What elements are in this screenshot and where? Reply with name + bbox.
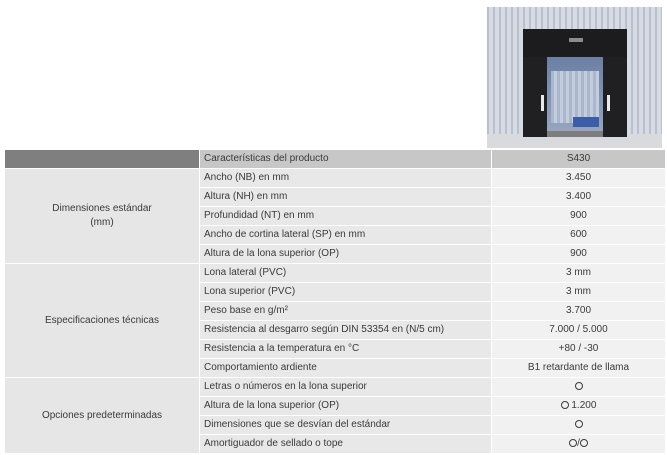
header-blank-cell (5, 150, 200, 169)
table-row (5, 264, 666, 283)
header-label: Características del producto (200, 150, 492, 169)
option-circle-icon (575, 420, 583, 428)
row-value: 900 (492, 245, 666, 264)
header-model: S430 (492, 150, 666, 169)
product-photo-dock-shelter (487, 7, 662, 148)
row-value (492, 378, 666, 397)
row-label: Altura (NH) en mm (200, 188, 492, 207)
group-label-specs: Especificaciones técnicas (5, 264, 200, 378)
specs-table (4, 149, 666, 454)
row-value: 3 mm (492, 283, 666, 302)
row-value: 3 mm (492, 264, 666, 283)
row-label: Altura de la lona superior (OP) (200, 245, 492, 264)
group-label-dimensions (5, 169, 200, 264)
row-value (492, 435, 666, 454)
row-label: Profundidad (NT) en mm (200, 207, 492, 226)
group-label-line: Dimensiones estándar (52, 203, 152, 214)
option-circle-icon (575, 382, 583, 390)
row-label: Letras o números en la lona superior (200, 378, 492, 397)
row-value (492, 397, 666, 416)
row-label: Altura de la lona superior (OP) (200, 397, 492, 416)
row-label: Resistencia al desgarro según DIN 53354 en (N/5 cm) (200, 321, 492, 340)
table-row (5, 378, 666, 397)
row-label: Ancho (NB) en mm (200, 169, 492, 188)
row-value: B1 retardante de llama (492, 359, 666, 378)
row-value: +80 / -30 (492, 340, 666, 359)
row-label: Resistencia a la temperatura en °C (200, 340, 492, 359)
option-circle-icon (561, 401, 569, 409)
row-value: 7.000 / 5.000 (492, 321, 666, 340)
row-value: 3.450 (492, 169, 666, 188)
group-label-options: Opciones predeterminadas (5, 378, 200, 454)
row-label: Comportamiento ardiente (200, 359, 492, 378)
row-label: Dimensiones que se desvían del estándar (200, 416, 492, 435)
row-label: Peso base en g/m² (200, 302, 492, 321)
row-value: 600 (492, 226, 666, 245)
row-value: 900 (492, 207, 666, 226)
row-value: 3.700 (492, 302, 666, 321)
option-separator: / (577, 438, 580, 449)
row-label: Amortiguador de sellado o tope (200, 435, 492, 454)
option-circle-icon (580, 439, 588, 447)
option-value: 1.200 (571, 400, 597, 411)
row-label: Lona superior (PVC) (200, 283, 492, 302)
group-label-line: (mm) (90, 217, 114, 228)
row-value: 3.400 (492, 188, 666, 207)
row-label: Lona lateral (PVC) (200, 264, 492, 283)
row-value (492, 416, 666, 435)
row-label: Ancho de cortina lateral (SP) en mm (200, 226, 492, 245)
option-circle-icon (569, 439, 577, 447)
table-header-row (5, 150, 666, 169)
table-row (5, 169, 666, 188)
